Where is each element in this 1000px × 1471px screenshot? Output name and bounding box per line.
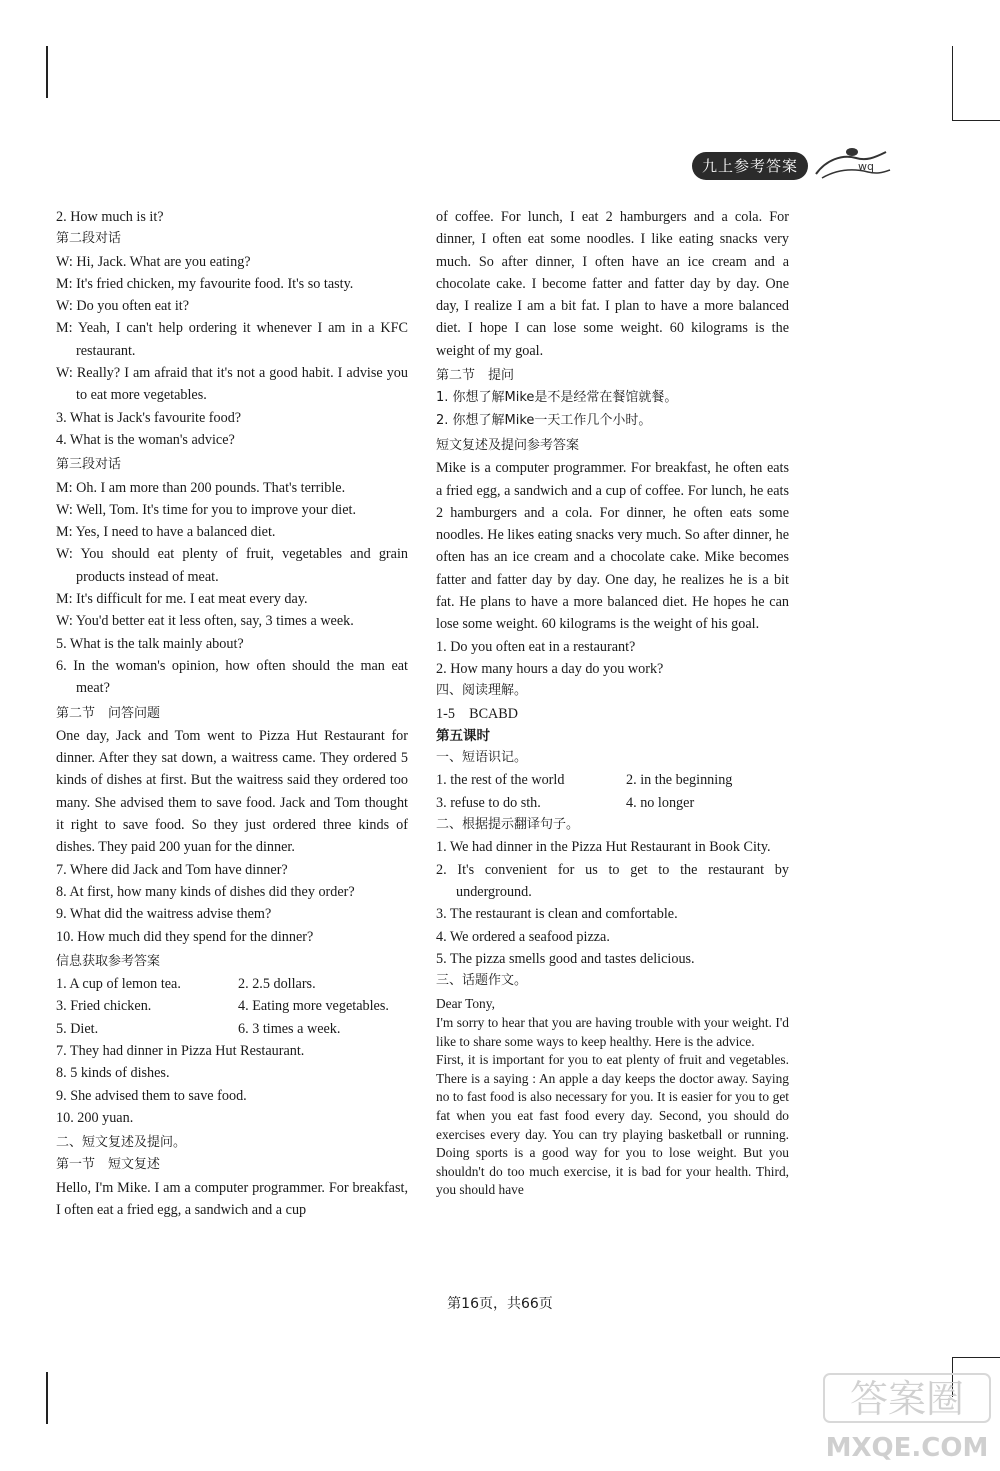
crop-mark-bottom-right-h	[952, 1357, 1000, 1358]
answer-item: 4. no longer	[626, 794, 695, 811]
text-line: W: Really? I am afraid that it's not a good habit. I advise you to eat more vegetables.	[56, 365, 408, 404]
text-line: 1. We had dinner in the Pizza Hut Restaurant in Book City.	[436, 839, 771, 856]
text-line: One day, Jack and Tom went to Pizza Hut Restaurant for dinner. After they sat down, a waitress came. They ordered 5 kinds of dishes at first. But the waitress said they ordered too many. She advised them to save food. Jack and Tom thought it right to save food. So they just ordered three kinds of dishes. They paid 200 yuan for the dinner.	[56, 727, 408, 856]
text-line: 1. Do you often eat in a restaurant?	[436, 638, 636, 655]
text-line: 8. At first, how many kinds of dishes did they order?	[56, 883, 355, 900]
text-line: 9. What did the waitress advise them?	[56, 906, 272, 923]
text-line: 10. How much did they spend for the dinner?	[56, 928, 314, 945]
text-line: 7. Where did Jack and Tom have dinner?	[56, 861, 288, 878]
answer-pair-row	[436, 792, 789, 814]
text-line: 短文复述及提问参考答案	[436, 437, 580, 453]
text-line: First, it is important for you to eat plenty of fruit and vegetables. There is a saying : An apple a day keeps the doctor away. Saying no to fast food is also necessary for you. It is easier for you to get fat when you eat fast food every day. Second, you should do exercises every day. You can try playing basketball or running. Doing sports is a good way for you to lose weight. But you shouldn't do too much exercise, it is bad for your health. Third, you should have	[436, 1052, 789, 1198]
text-line: 第二节 提问	[436, 368, 515, 384]
answer-pair-row	[56, 1018, 408, 1040]
text-line: W: You should eat plenty of fruit, vegetables and grain products instead of meat.	[56, 546, 408, 585]
text-line: Hello, I'm Mike. I am a computer programmer. For breakfast, I often eat a fried egg, a sandwich and a cup	[56, 1179, 408, 1219]
text-line: W: You'd better eat it less often, say, 3 times a week.	[56, 613, 354, 630]
answer-item: 3. refuse to do sth.	[436, 794, 541, 811]
text-line: Mike is a computer programmer. For breakfast, he often eats a fried egg, a sandwich and a cup of coffee. For lunch, he eats 2 hamburgers and a cola. For dinner, he often eats some noodles. He likes eating snacks very much. So after dinner, he often has an ice cream and a chocolate cake. Mike becomes fatter and fatter day by day. One day, he realizes he is a bit fat. He plans to have a more balanced diet. He hopes he can lose some weight. 60 kilograms is the weight of his goal.	[436, 460, 789, 633]
text-line: W: Well, Tom. It's time for you to improve your diet.	[56, 501, 357, 518]
text-line: 2. How much is it?	[56, 209, 164, 225]
left-column	[56, 206, 408, 1221]
text-line: 4. We ordered a seafood pizza.	[436, 928, 610, 945]
text-line: 2. 你想了解Mike一天工作几个小时。	[436, 412, 652, 428]
text-line: 2. It's convenient for us to get to the restaurant by underground.	[436, 861, 789, 900]
crop-mark-bottom-left	[46, 1372, 48, 1424]
text-line: 第二节 问答问题	[56, 705, 161, 721]
answer-item: 6. 3 times a week.	[238, 1020, 341, 1037]
answer-item: 4. Eating more vegetables.	[238, 998, 389, 1015]
text-line: 二、短文复述及提问。	[56, 1135, 187, 1151]
text-line: Dear Tony,	[436, 996, 495, 1012]
text-line: 二、根据提示翻译句子。	[436, 817, 580, 833]
crop-mark-top-right-v	[952, 46, 953, 121]
text-line: 6. In the woman's opinion, how often should the man eat meat?	[56, 657, 408, 697]
text-line: 3. The restaurant is clean and comfortable.	[436, 906, 678, 923]
answer-item: 2. 2.5 dollars.	[238, 976, 316, 993]
page-footer: 第16页，共66页	[447, 1296, 553, 1312]
answer-item: 2. in the beginning	[626, 772, 733, 789]
text-line: 8. 5 kinds of dishes.	[56, 1065, 170, 1082]
text-line: I'm sorry to hear that you are having trouble with your weight. I'd like to share some ways to keep healthy. Here is the advice.	[436, 1014, 789, 1049]
right-column	[436, 206, 789, 1200]
text-line: 1. 你想了解Mike是不是经常在餐馆就餐。	[436, 390, 678, 406]
text-line: 7. They had dinner in Pizza Hut Restaurant.	[56, 1042, 305, 1059]
text-line: 三、话题作文。	[436, 973, 528, 989]
text-line: 第五课时	[436, 727, 490, 744]
text-line: 第二段对话	[56, 231, 122, 247]
text-line: 10. 200 yuan.	[56, 1109, 134, 1126]
answer-item: 3. Fried chicken.	[56, 998, 152, 1015]
text-line: of coffee. For lunch, I eat 2 hamburgers and a cola. For dinner, I often eat some noodles. I like eating snacks very much. So after dinner, I often have an ice cream and a chocolate cake. I become fatter and fatter day by day. One day, I realize I am a bit fat. I plan to have a more balanced diet. I hope I can lose some weight. 60 kilograms is the weight of my goal.	[436, 209, 789, 359]
text-line: 9. She advised them to save food.	[56, 1087, 247, 1104]
text-line: M: Yes, I need to have a balanced diet.	[56, 524, 276, 541]
header-badge: 九上参考答案	[692, 152, 808, 180]
text-line: 第一节 短文复述	[56, 1157, 161, 1173]
text-line: 4. What is the woman's advice?	[56, 431, 235, 448]
watermark-url: MXQE.COM	[825, 1433, 989, 1463]
text-line: 2. How many hours a day do you work?	[436, 660, 664, 677]
answer-pair-row	[436, 769, 789, 791]
answer-pair-row	[56, 973, 408, 995]
text-line: 5. The pizza smells good and tastes delicious.	[436, 950, 695, 967]
watermark-logo	[822, 1370, 992, 1465]
crop-mark-top-left	[46, 46, 48, 98]
text-line: M: It's difficult for me. I eat meat every day.	[56, 591, 308, 608]
crop-mark-top-right-h	[952, 120, 1000, 121]
text-line: 信息获取参考答案	[56, 953, 161, 969]
text-line: M: It's fried chicken, my favourite food. It's so tasty.	[56, 275, 354, 292]
watermark-big-text: 答案圈	[849, 1377, 965, 1421]
answer-item: 5. Diet.	[56, 1020, 99, 1037]
header-logo-icon	[812, 140, 892, 186]
answer-item: 1. A cup of lemon tea.	[56, 976, 181, 993]
logo-text: wq	[858, 160, 874, 173]
text-line: W: Hi, Jack. What are you eating?	[56, 253, 251, 270]
text-line: 5. What is the talk mainly about?	[56, 635, 244, 652]
text-line: 1-5 BCABD	[436, 705, 518, 722]
answer-pair-row	[56, 995, 408, 1017]
text-line: 一、短语识记。	[436, 750, 528, 766]
text-line: 3. What is Jack's favourite food?	[56, 409, 242, 426]
text-line: 第三段对话	[56, 457, 122, 473]
text-line: 四、阅读理解。	[436, 683, 528, 699]
text-line: M: Yeah, I can't help ordering it whenever I am in a KFC restaurant.	[56, 320, 408, 359]
answer-item: 1. the rest of the world	[436, 772, 565, 789]
text-line: M: Oh. I am more than 200 pounds. That's terrible.	[56, 479, 346, 496]
text-line: W: Do you often eat it?	[56, 298, 190, 315]
